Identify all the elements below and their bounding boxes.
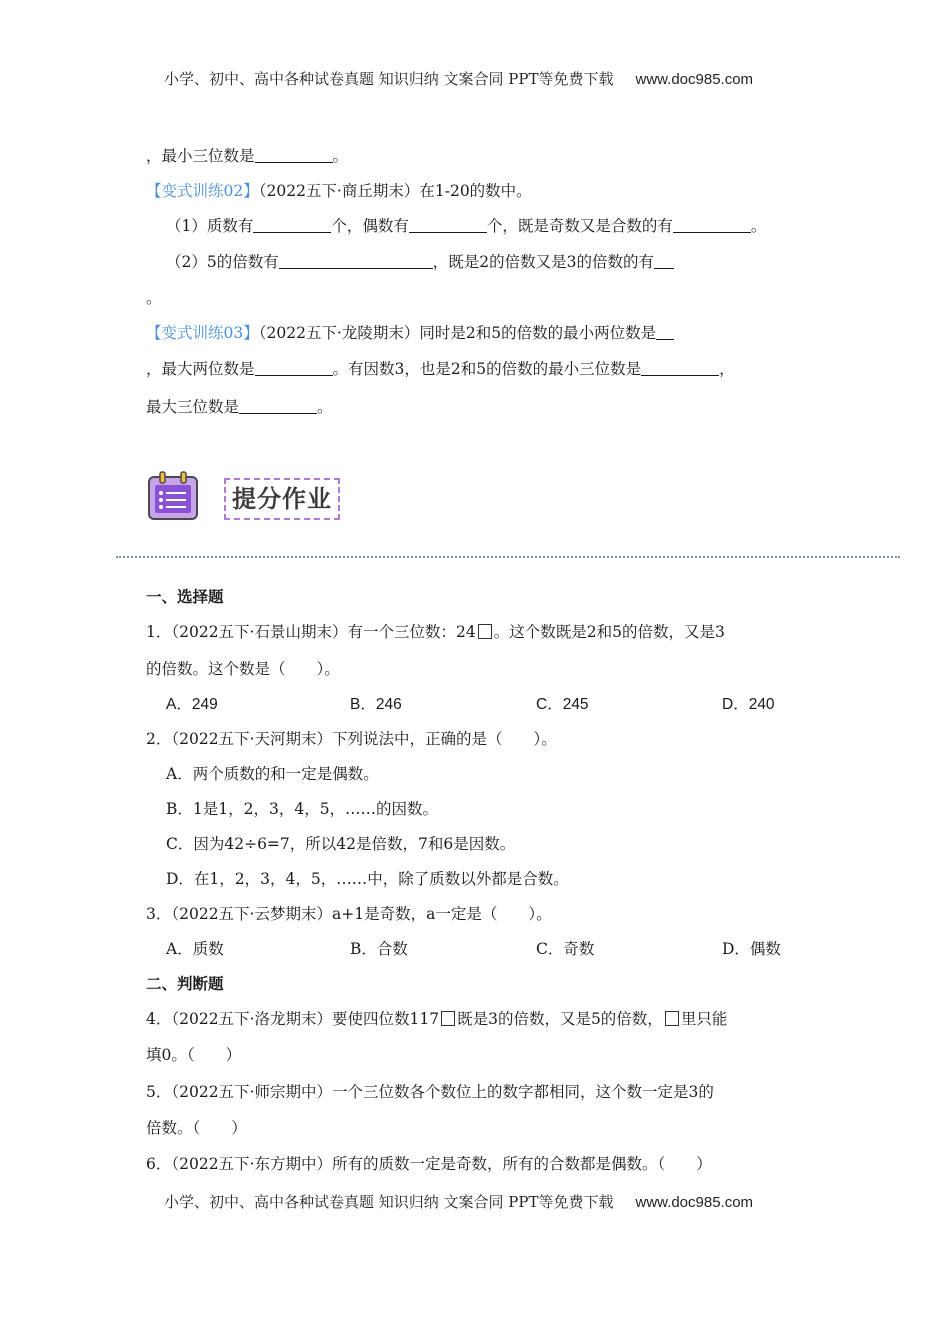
- text: 。: [317, 398, 333, 416]
- question-5-line2: 倍数。（ ）: [146, 1119, 247, 1137]
- section-banner: [224, 478, 340, 520]
- answer-blank: [279, 252, 433, 269]
- answer-blank: [253, 216, 331, 233]
- text: 。这个数既是2和5的倍数，又是3: [493, 623, 725, 641]
- text: 既是3的倍数，又是5的倍数，: [457, 1010, 663, 1028]
- empty-box: [665, 1011, 679, 1026]
- text: 个，既是奇数又是合数的有: [486, 217, 673, 235]
- exercise-03-line3: [146, 396, 333, 418]
- exercise-02-part1: [166, 215, 766, 237]
- question-1-line2: 的倍数。这个数是（ ）。: [146, 660, 340, 678]
- text: （2022五下·商丘期末）在1-20的数中。: [258, 182, 532, 200]
- q2-option-d[interactable]: D．在1，2，3，4，5，……中，除了质数以外都是合数。: [166, 870, 569, 888]
- text: （2）5的倍数有: [166, 253, 279, 271]
- q2-option-b[interactable]: B．1是1，2，3，4，5，……的因数。: [166, 800, 439, 818]
- exercise-02-part2: [166, 251, 674, 273]
- text: 。: [146, 289, 162, 307]
- answer-blank: [656, 323, 674, 340]
- q1-option-c[interactable]: C．245: [536, 696, 589, 713]
- dotted-divider: [116, 556, 900, 558]
- notepad-icon: [146, 470, 200, 522]
- top-line-1: [146, 145, 348, 167]
- question-5: 5．（2022五下·师宗期中）一个三位数各个数位上的数字都相同，这个数一定是3的: [146, 1083, 714, 1101]
- answer-blank: [255, 359, 333, 376]
- text: 最大三位数是: [146, 398, 240, 416]
- footer-url[interactable]: www.doc985.com: [635, 1194, 754, 1211]
- q2-option-c[interactable]: C．因为42÷6=7，所以42是倍数，7和6是因数。: [166, 835, 516, 853]
- header-text: 小学、初中、高中各种试卷真题 知识归纳 文案合同 PPT等免费下载: [164, 70, 614, 88]
- exercise-03: [146, 322, 674, 344]
- question-3: 3．（2022五下·云梦期末）a+1是奇数，a一定是（ ）。: [146, 905, 552, 923]
- text: （2022五下·龙陵期末）同时是2和5的倍数的最小两位数是: [258, 324, 657, 342]
- empty-box: [478, 624, 492, 639]
- page-footer: [164, 1191, 753, 1212]
- exercise-02-end: [146, 287, 162, 309]
- answer-blank: [239, 397, 317, 414]
- answer-blank: [654, 252, 674, 269]
- answer-blank: [641, 359, 719, 376]
- text: ，最大两位数是: [146, 360, 255, 378]
- text: 4．（2022五下·洛龙期末）要使四位数117: [146, 1010, 440, 1028]
- question-2: 2．（2022五下·天河期末）下列说法中，正确的是（ ）。: [146, 730, 557, 748]
- text: ，最小三位数是: [146, 147, 255, 165]
- question-1: [146, 621, 725, 643]
- answer-blank: [409, 216, 487, 233]
- question-4-line2: 填0。（ ）: [146, 1046, 242, 1064]
- answer-blank: [673, 216, 751, 233]
- question-6: 6．（2022五下·东方期中）所有的质数一定是奇数，所有的合数都是偶数。（ ）: [146, 1155, 712, 1173]
- q1-option-d[interactable]: D．240: [722, 696, 775, 713]
- text: ，: [719, 360, 735, 378]
- text: 1．（2022五下·石景山期末）有一个三位数：24: [146, 623, 476, 641]
- exercise-tag: 【变式训练03】: [146, 324, 259, 342]
- exercise-03-line2: [146, 358, 735, 380]
- question-4: [146, 1008, 727, 1030]
- page-header: [164, 68, 753, 89]
- section-title-choice: 一、选择题: [146, 587, 224, 606]
- text: （1）质数有: [166, 217, 254, 235]
- text: 个，偶数有: [331, 217, 409, 235]
- answer-blank: [255, 146, 333, 163]
- text: 。: [750, 217, 767, 235]
- q2-option-a[interactable]: A．两个质数的和一定是偶数。: [166, 765, 379, 783]
- empty-box: [441, 1011, 455, 1026]
- q1-option-a[interactable]: A．249: [166, 696, 218, 713]
- footer-text: 小学、初中、高中各种试卷真题 知识归纳 文案合同 PPT等免费下载: [164, 1193, 614, 1211]
- text: 。: [332, 147, 349, 165]
- q3-option-b[interactable]: B．合数: [350, 940, 408, 958]
- q3-option-d[interactable]: D．偶数: [722, 940, 781, 958]
- q1-option-b[interactable]: B．246: [350, 696, 402, 713]
- q3-option-c[interactable]: C．奇数: [536, 940, 595, 958]
- text: 里只能: [680, 1010, 728, 1028]
- exercise-02: [146, 180, 532, 202]
- section-title-judge: 二、判断题: [146, 974, 224, 993]
- banner-title: 提分作业: [232, 485, 332, 513]
- text: ，既是2的倍数又是3的倍数的有: [432, 253, 654, 271]
- header-url[interactable]: www.doc985.com: [635, 71, 754, 88]
- q3-option-a[interactable]: A．质数: [166, 940, 224, 958]
- text: 。有因数3，也是2和5的倍数的最小三位数是: [332, 360, 642, 378]
- exercise-tag: 【变式训练02】: [146, 182, 259, 200]
